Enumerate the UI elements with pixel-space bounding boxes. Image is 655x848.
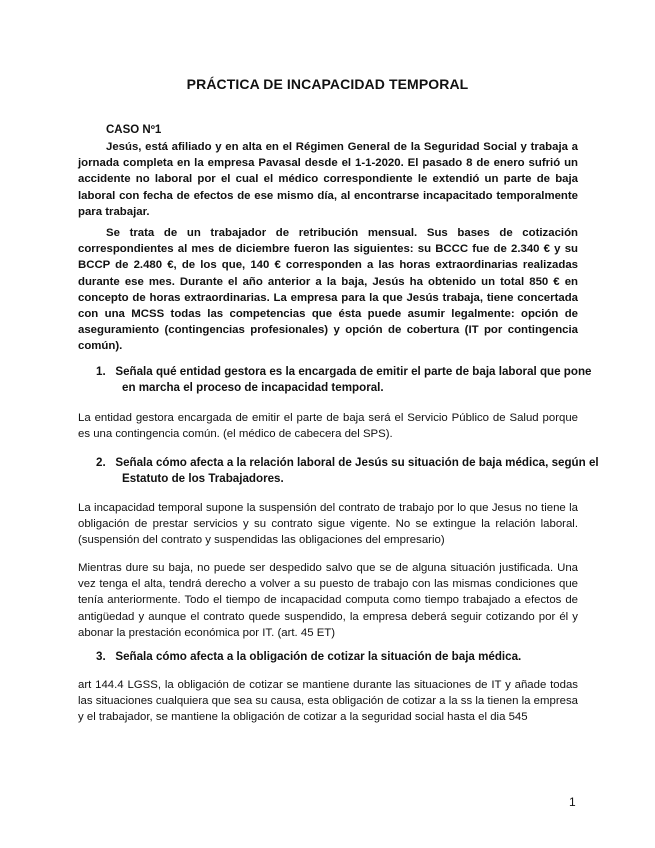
page-title: PRÁCTICA DE INCAPACIDAD TEMPORAL [186, 76, 469, 92]
question-1 [96, 364, 604, 396]
question-2-text: Señala cómo afecta a la relación laboral de Jesús su situación de baja médica, según el Estatuto de los Trabajadores. [115, 456, 599, 486]
case-label: CASO Nº1 [106, 124, 162, 136]
question-3-number: 3. [96, 650, 106, 663]
answer-2-paragraph-2: Mientras dure su baja, no puede ser despedido salvo que se de alguna situación justificada. Una vez tenga el alta, tendrá derecho a volver a su puesto de trabajo con las mismas condiciones que tenía anteriormente. Todo el tiempo de incapacidad computa como tiempo trabajado a efectos de antigüedad y aunque el contrato quede suspendido, la empresa deberá seguir cotizando por él y abonar la prestación económica por IT. (art. 45 ET) [78, 562, 578, 639]
case-paragraph-1: Jesús, está afiliado y en alta en el Régimen General de la Seguridad Social y trabaja a jornada completa en la empresa Pavasal desde el 1-1-2020. El pasado 8 de enero sufrió un accidente no laboral por el cual el médico correspondiente le extendió un parte de baja laboral con fecha de efectos de ese mismo día, al encontrarse incapacitado temporalmente para trabajar. [78, 141, 578, 218]
question-3 [96, 649, 604, 665]
question-1-text: Señala qué entidad gestora es la encargada de emitir el parte de baja laboral que pone en marcha el proceso de incapacidad temporal. [115, 365, 592, 395]
page-number: 1 [569, 795, 576, 809]
answer-1: La entidad gestora encargada de emitir el parte de baja será el Servicio Público de Salud porque es una contingencia común. (el médico de cabecera del SPS). [78, 412, 578, 441]
question-2-number: 2. [96, 456, 106, 469]
question-2 [96, 455, 604, 487]
answer-3: art 144.4 LGSS, la obligación de cotizar se mantiene durante las situaciones de IT y añade todas las situaciones cualquiera que sea su causa, esta obligación de cotizar a la ss la tienen la empresa y el trabajador, se mantiene la obligación de cotizar a la seguridad social hasta el dia 545 [78, 679, 578, 724]
question-3-text: Señala cómo afecta a la obligación de cotizar la situación de baja médica. [115, 650, 522, 663]
question-1-number: 1. [96, 365, 106, 378]
answer-2-paragraph-1: La incapacidad temporal supone la suspensión del contrato de trabajo por lo que Jesus no tiene la obligación de prestar servicios y su contrato sigue vigente. No se extingue la relación laboral. (suspensión del contrato y suspendidas las obligaciones del empresario) [78, 502, 578, 547]
case-paragraph-2: Se trata de un trabajador de retribución mensual. Sus bases de cotización correspondientes al mes de diciembre fueron las siguientes: su BCCC fue de 2.340 € y su BCCP de 2.480 €, de los que, 140 € corresponden a las horas extraordinarias realizadas durante ese mes. Durante el año anterior a la baja, Jesús ha obtenido un total 850 € en concepto de horas extraordinarias. La empresa para la que Jesús trabaja, tiene concertada con una MCSS todas las competencias que ésta puede asumir legalmente: opción de aseguramiento (contingencias profesionales) y opción de cobertura (IT por contingencia común). [78, 227, 578, 353]
